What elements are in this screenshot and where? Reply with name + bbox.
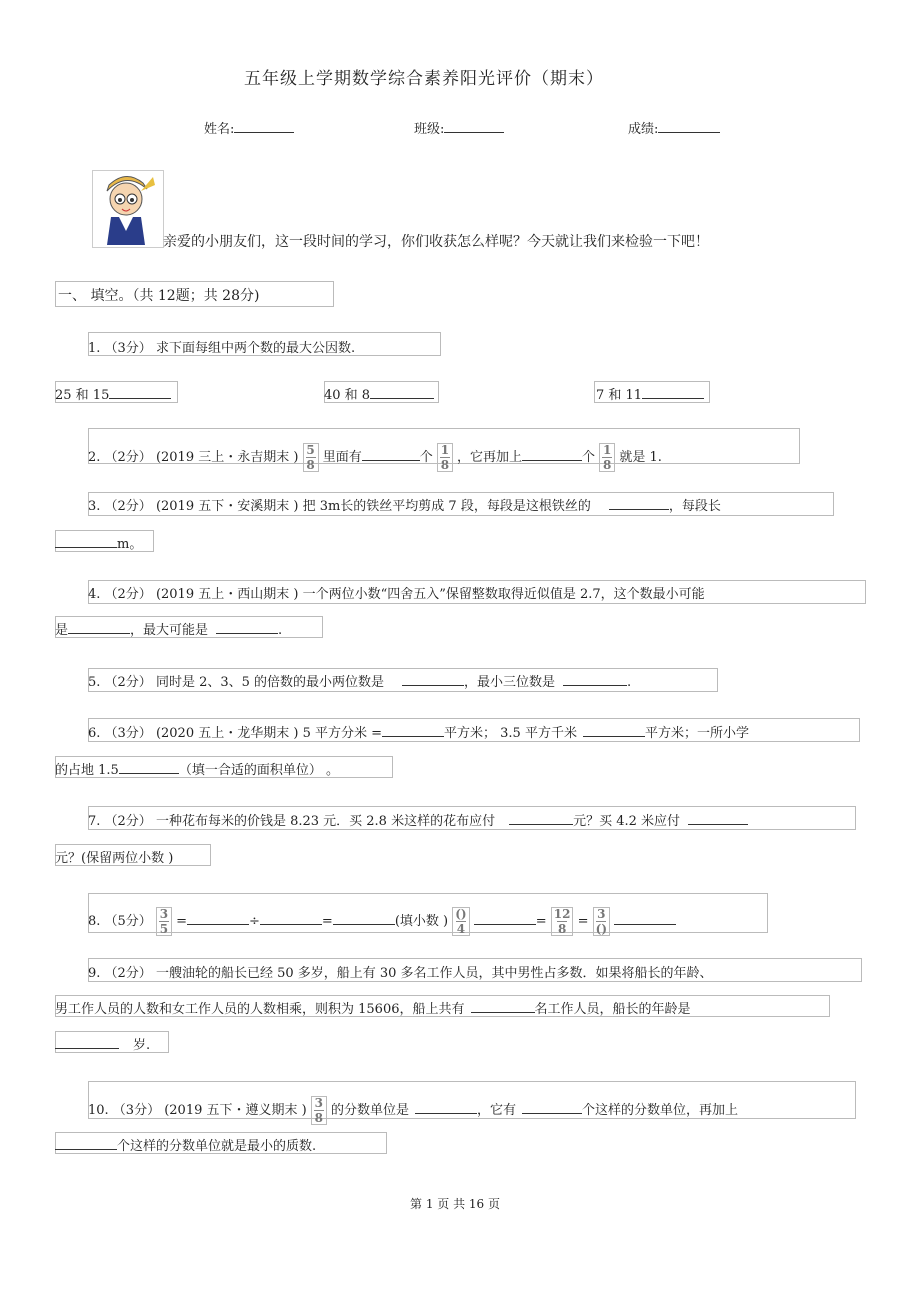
q5-blank-2[interactable] — [563, 672, 627, 686]
page-footer: 第 1 页 共 16 页 — [410, 1197, 500, 1211]
name-label: 姓名: — [204, 122, 235, 137]
q4-blank-1[interactable] — [68, 620, 130, 634]
q3-blank-2[interactable] — [55, 534, 117, 548]
q8-fraction-paren-4: $\frac{()}{4}$ — [452, 907, 469, 936]
q2-blank-2[interactable] — [522, 447, 582, 461]
q2-fraction-1-8: $\frac{1}{8}$ — [437, 443, 453, 472]
q7-line2: 元？(保留两位小数 ) — [55, 851, 174, 866]
q7-blank-2[interactable] — [688, 811, 748, 825]
q2-blank-1[interactable] — [362, 447, 420, 461]
q8-fraction-12-8: $\frac{12}{8}$ — [551, 907, 574, 936]
q6-text: 6. （3分） (2020 五上・龙华期末 ) 5 平方分米 = 平方米； 3.5 平方千米 平方米；一所小学 — [88, 722, 749, 741]
q5-text: 5. （2分） 同时是 2、3、5 的倍数的最小两位数是 ，最小三位数是 . — [88, 671, 631, 690]
q8-fraction-3-5: $\frac{3}{5}$ — [156, 907, 172, 936]
q6-blank-1[interactable] — [382, 723, 444, 737]
q1-c[interactable]: 7 和 11 — [596, 384, 704, 403]
q10-blank-3[interactable] — [55, 1136, 117, 1150]
q9-blank-1[interactable] — [471, 999, 535, 1013]
q4-line2: 是 ，最大可能是 . — [55, 619, 282, 638]
greeting-text: 亲爱的小朋友们，这一段时间的学习，你们收获怎么样呢？今天就让我们来检验一下吧！ — [163, 234, 709, 250]
q2-text: 2. （2分） (2019 三上・永吉期末 ) $\frac{5}{8}$ 里面有 个 $\frac{1}{8}$ ，它再加上 个 $\frac{1}{8}$ 就是 1. — [88, 443, 662, 472]
class-field[interactable] — [414, 118, 504, 137]
page-title: 五年级上学期数学综合素养阳光评价（期末） — [244, 69, 604, 89]
q9-line2: 男工作人员的人数和女工作人员的人数相乘，则积为 15606，船上共有 名工作人员，船长的年龄是 — [55, 998, 691, 1017]
q8-blank-2[interactable] — [260, 911, 322, 925]
q9-text: 9. （2分） 一艘油轮的船长已经 50 多岁，船上有 30 多名工作人员，其中男性占多数．如果将船长的年龄、 — [88, 966, 713, 981]
q6-line2: 的占地 1.5 （填一合适的面积单位） 。 — [55, 759, 339, 778]
q8-blank-4[interactable] — [474, 911, 536, 925]
q3-line2: m。 — [55, 533, 142, 552]
q10-blank-2[interactable] — [522, 1100, 582, 1114]
score-label: 成绩: — [628, 122, 659, 137]
q6-blank-3[interactable] — [119, 760, 179, 774]
name-field[interactable] — [204, 118, 294, 137]
q8-blank-3[interactable] — [333, 911, 395, 925]
q10-blank-1[interactable] — [415, 1100, 477, 1114]
q8-fraction-3-paren: $\frac{3}{()}$ — [593, 907, 610, 936]
q8-text: 8. （5分） $\frac{3}{5}$ = ÷ = (填小数 ) $\frac{()}{4}$ = $\frac{12}{8}$ = $\frac{3}{()}$ — [88, 907, 676, 936]
score-field[interactable] — [628, 118, 720, 137]
q3-text: 3. （2分） (2019 五下・安溪期末 ) 把 3m长的铁丝平均剪成 7 段，每段是这根铁丝的 ，每段长 — [88, 495, 721, 514]
q4-text: 4. （2分） (2019 五上・西山期末 ) 一个两位小数“四舍五入”保留整数取得近似值是 2.7，这个数最小可能 — [88, 587, 705, 602]
class-label: 班级: — [414, 122, 445, 137]
q10-line2: 个这样的分数单位就是最小的质数. — [55, 1135, 316, 1154]
q1-text: 1. （3分） 求下面每组中两个数的最大公因数. — [88, 341, 356, 356]
mascot-image — [92, 170, 164, 248]
q10-fraction-3-8: $\frac{3}{8}$ — [311, 1096, 327, 1125]
q10-text: 10. （3分） (2019 五下・遵义期末 ) $\frac{3}{8}$ 的分数单位是 ，它有 个这样的分数单位，再加上 — [88, 1096, 739, 1125]
q4-blank-2[interactable] — [216, 620, 278, 634]
q5-blank-1[interactable] — [402, 672, 464, 686]
q8-blank-5[interactable] — [614, 911, 676, 925]
q9-line3: 岁. — [55, 1034, 150, 1053]
q7-blank-1[interactable] — [509, 811, 573, 825]
q6-blank-2[interactable] — [583, 723, 645, 737]
q1-a[interactable]: 25 和 15 — [55, 384, 171, 403]
q7-text: 7. （2分） 一种花布每米的价钱是 8.23 元．买 2.8 米这样的花布应付 元？买 4.2 米应付 — [88, 810, 748, 829]
q1-b[interactable]: 40 和 8 — [324, 384, 434, 403]
q3-blank-1[interactable] — [609, 496, 669, 510]
q2-fraction-5-8: $\frac{5}{8}$ — [303, 443, 319, 472]
section-heading: 一、 填空。（共 12题；共 28分) — [58, 288, 260, 304]
q8-blank-1[interactable] — [187, 911, 249, 925]
q9-blank-2[interactable] — [55, 1035, 119, 1049]
